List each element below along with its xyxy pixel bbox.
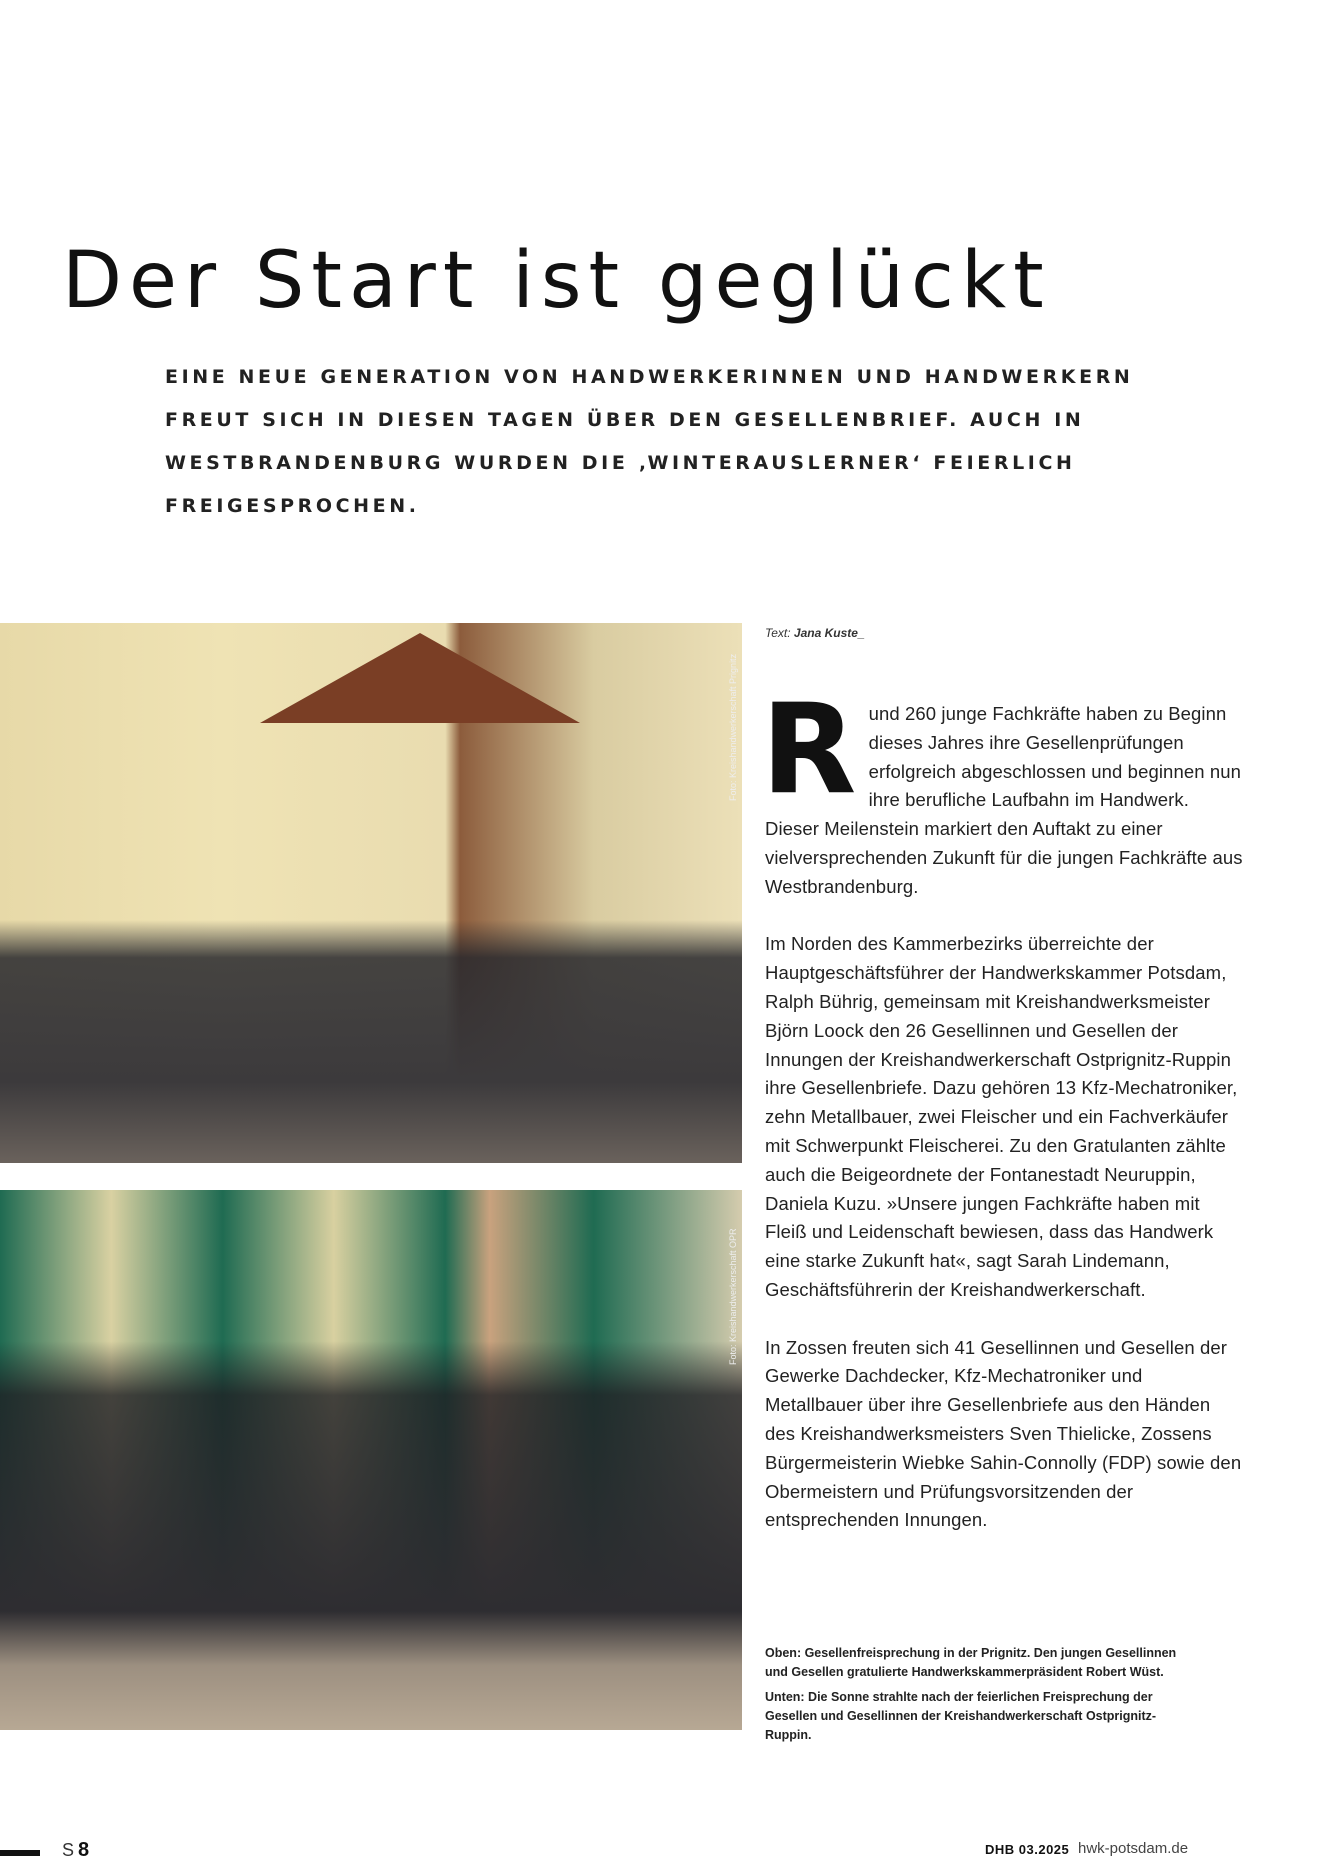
caption-top: Oben: Gesellenfreisprechung in der Prignitz. Den jungen Gesellinnen und Gesellen gratulierte Handwerkskammerpräsident Robert Wüst. (765, 1646, 1177, 1679)
article-title: Der Start ist geglückt (62, 236, 1051, 326)
byline (765, 626, 865, 640)
article-lead: EINE NEUE GENERATION VON HANDWERKERINNEN UND HANDWERKERN FREUT SICH IN DIESEN TAGEN ÜBER DEN GESELLENBRIEF. AUCH IN WESTBRANDENBURG WURDEN DIE ‚WINTERAUSLERNER‘ FEIERLICH FREIGESPROCHEN. (165, 366, 1134, 517)
article-body (761, 678, 1245, 1564)
photo-zossen-group (0, 1190, 742, 1730)
paragraph (761, 678, 1245, 902)
drop-cap: R (761, 678, 857, 822)
photo-credit: Foto: Kreishandwerkerschaft Prignitz (728, 653, 738, 801)
footer-bar (0, 1850, 40, 1856)
paragraph: Im Norden des Kammerbezirks überreichte der Hauptgeschäftsführer der Handwerkskammer Potsdam, Ralph Bührig, gemeinsam mit Kreishandwerksmeister Björn Loock den 26 Gesellinnen und Gesellen der Innungen der Kreishandwerkerschaft Ostprignitz-Ruppin ihre Gesellenbriefe. Dazu gehören 13 Kfz-Mechatroniker, zehn Metallbauer, zwei Fleischer und ein Fachverkäufer mit Schwerpunkt Fleischerei. Zu den Gratulanten zählte auch die Beigeordnete der Fontanestadt Neuruppin, Daniela Kuzu. »Unsere jungen Fachkräfte haben mit Fleiß und Leidenschaft bewiesen, dass das Handwerk eine starke Zukunft hat«, sagt Sarah Lindemann, Geschäftsführerin der Kreishandwerkerschaft. (765, 933, 1238, 1300)
paragraph: In Zossen freuten sich 41 Gesellinnen und Gesellen der Gewerke Dachdecker, Kfz-Mechatroniker und Metallbauer über ihre Gesellenbriefe aus den Händen des Kreishandwerksmeisters Sven Thielicke, Zossens Bürgermeisterin Wiebke Sahin-Connolly (FDP) sowie den Obermeistern und Prüfungsvorsitzenden der entsprechenden Innungen. (765, 1336, 1242, 1531)
issue-label: DHB 03.2025 (985, 1842, 1070, 1857)
page-prefix: S (62, 1840, 75, 1860)
photo-credit: Foto: Kreishandwerkerschaft OPR (728, 1228, 738, 1365)
page-number (62, 1839, 89, 1862)
photo-captions (765, 1644, 1185, 1751)
website-link[interactable]: hwk-potsdam.de (1078, 1840, 1189, 1857)
photo-prignitz-group (0, 623, 742, 1163)
byline-label: Text: (765, 626, 791, 640)
caption-bottom: Unten: Die Sonne strahlte nach der feierlichen Freisprechung der Gesellen und Gesellinnen der Kreishandwerkerschaft Ostprignitz-Ruppin. (765, 1690, 1157, 1742)
paragraph-text: und 260 junge Fachkräfte haben zu Beginn dieses Jahres ihre Gesellenprüfungen erfolgreich abgeschlossen und beginnen nun ihre berufliche Laufbahn im Handwerk. Dieser Meilenstein markiert den Auftakt zu einer vielversprechenden Zukunft für die jungen Fachkräfte aus Westbrandenburg. (765, 703, 1243, 897)
roof-shape (260, 633, 580, 723)
page-number-value: 8 (78, 1839, 90, 1861)
byline-author: Jana Kuste_ (793, 626, 865, 640)
